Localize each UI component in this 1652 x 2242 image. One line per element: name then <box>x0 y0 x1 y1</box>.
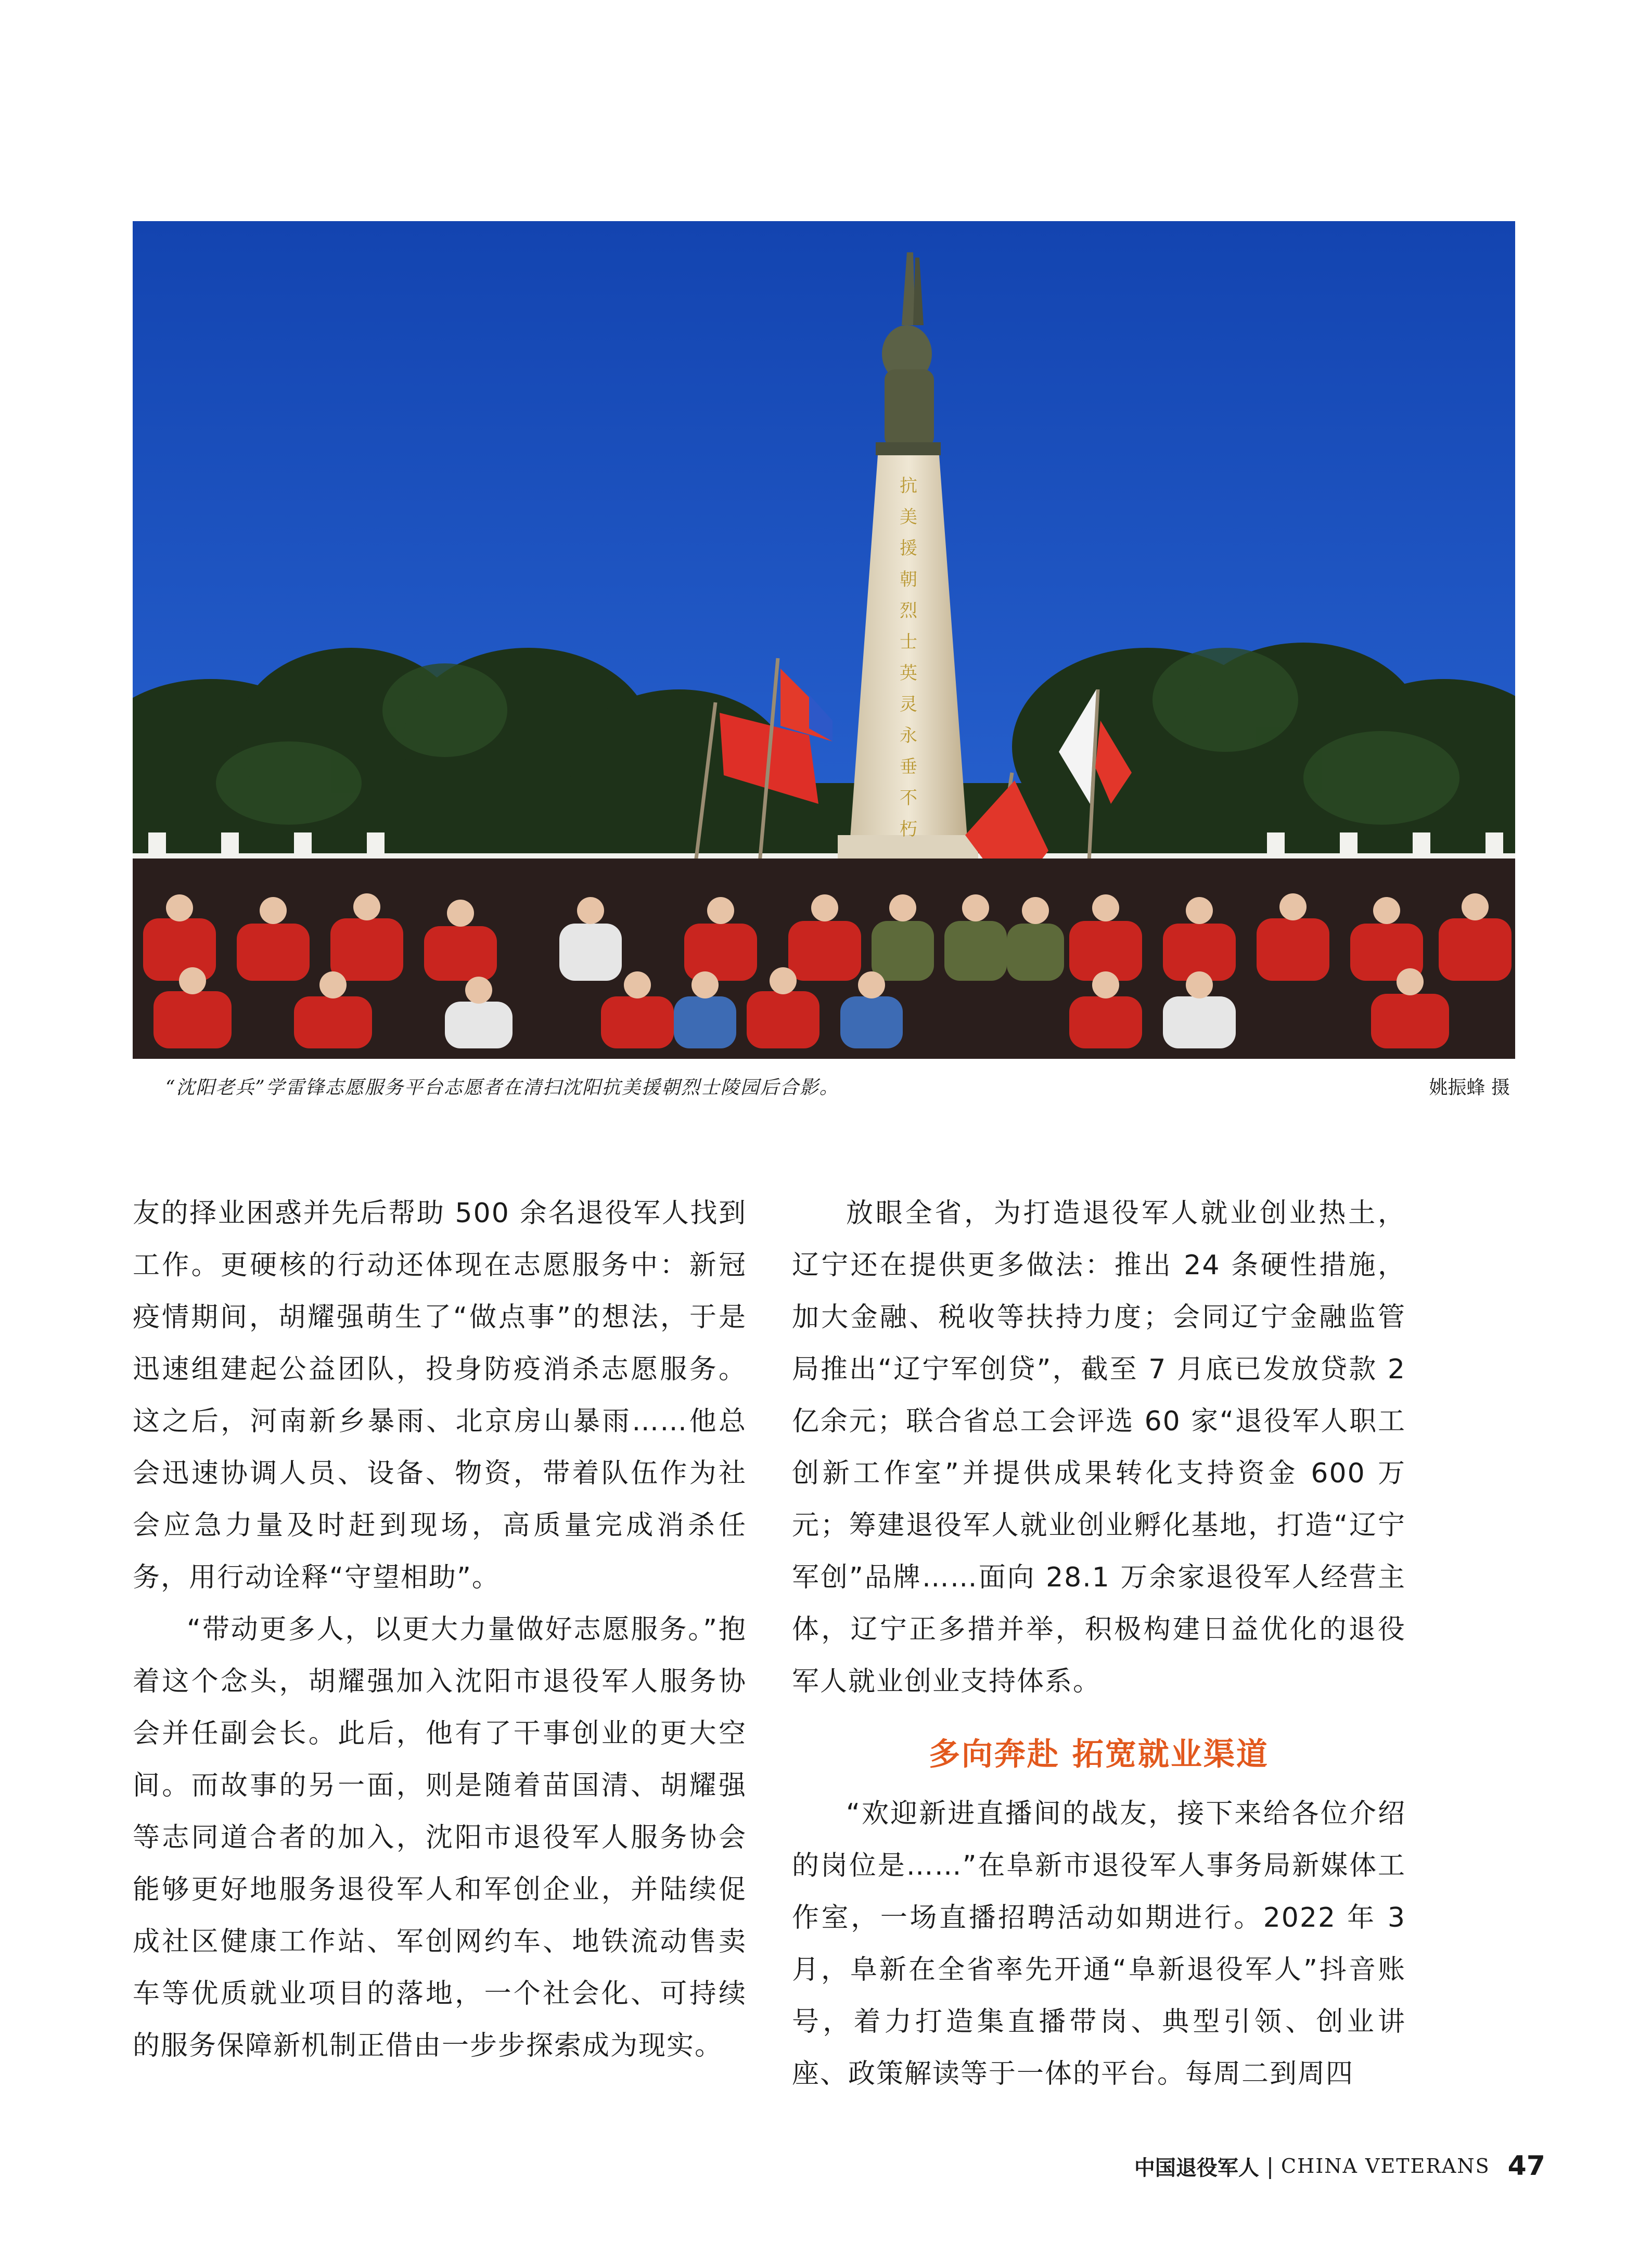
left-column <box>133 1187 747 2072</box>
svg-text:美: 美 <box>900 507 917 528</box>
svg-text:永: 永 <box>900 725 917 746</box>
right-paragraph-2: “欢迎新进直播间的战友，接下来给各位介绍的岗位是……”在阜新市退役军人事务局新媒体工作室，一场直播招聘活动如期进行。2022 年 3 月，阜新在全省率先开通“阜新退役军人”抖音账号，着力打造集直播带岗、典型引领、创业讲座、政策解读等于一体的平台。每周二到周四 <box>792 1798 1406 2090</box>
svg-text:士: 士 <box>900 632 917 652</box>
svg-text:援: 援 <box>900 538 917 559</box>
page-number: 47 <box>1507 2150 1545 2182</box>
photo-illustration <box>133 221 1515 1059</box>
svg-text:不: 不 <box>900 788 917 809</box>
cover-photo <box>133 221 1515 1059</box>
svg-text:垂: 垂 <box>900 757 917 777</box>
crowd <box>133 859 1515 1059</box>
svg-text:灵: 灵 <box>900 694 917 715</box>
right-paragraph-1: 放眼全省，为打造退役军人就业创业热土，辽宁还在提供更多做法：推出 24 条硬性措施，加大金融、税收等扶持力度；会同辽宁金融监管局推出“辽宁军创贷”，截至 7 月底已发放贷款 2 亿余元；联合省总工会评选 60 家“退役军人职工创新工作室”并提供成果转化支持资金 600 万元；筹建退役军人就业创业孵化基地，打造“辽宁军创”品牌……面向 28.1 万余家退役军人经营主体，辽宁正多措并举，积极构建日益优化的退役军人就业创业支持体系。 <box>792 1198 1406 1697</box>
inscription-char-1: 抗 <box>900 476 917 496</box>
right-column <box>792 1187 1406 2100</box>
svg-text:朽: 朽 <box>900 819 917 840</box>
left-paragraph-1: 友的择业困惑并先后帮助 500 余名退役军人找到工作。更硬核的行动还体现在志愿服务中：新冠疫情期间，胡耀强萌生了“做点事”的想法，于是迅速组建起公益团队，投身防疫消杀志愿服务。这之后，河南新乡暴雨、北京房山暴雨……他总会迅速协调人员、设备、物资，带着队伍作为社会应急力量及时赶到现场，高质量完成消杀任务，用行动诠释“守望相助”。 <box>133 1198 747 1593</box>
section-heading: 多向奔赴 拓宽就业渠道 <box>929 1736 1269 1773</box>
svg-text:英: 英 <box>900 663 917 684</box>
svg-text:朝: 朝 <box>900 569 917 590</box>
photo-caption: “沈阳老兵”学雷锋志愿服务平台志愿者在清扫沈阳抗美援朝烈士陵园后合影。 <box>165 1077 839 1098</box>
photo-credit: 姚振蜂 摄 <box>1429 1077 1510 1098</box>
magazine-name-cn: 中国退役军人 <box>1134 2156 1259 2180</box>
left-paragraph-2: “带动更多人，以更大力量做好志愿服务。”抱着这个念头，胡耀强加入沈阳市退役军人服务协会并任副会长。此后，他有了干事创业的更大空间。而故事的另一面，则是随着苗国清、胡耀强等志同道合者的加入，沈阳市退役军人服务协会能够更好地服务退役军人和军创企业，并陆续促成社区健康工作站、军创网约车、地铁流动售卖车等优质就业项目的落地，一个社会化、可持续的服务保障新机制正借由一步步探索成为现实。 <box>133 1614 747 2061</box>
footer-separator: | <box>1266 2153 1274 2179</box>
magazine-name-en: CHINA VETERANS <box>1281 2155 1490 2177</box>
page-footer <box>1134 2148 1545 2184</box>
svg-text:烈: 烈 <box>900 600 917 621</box>
